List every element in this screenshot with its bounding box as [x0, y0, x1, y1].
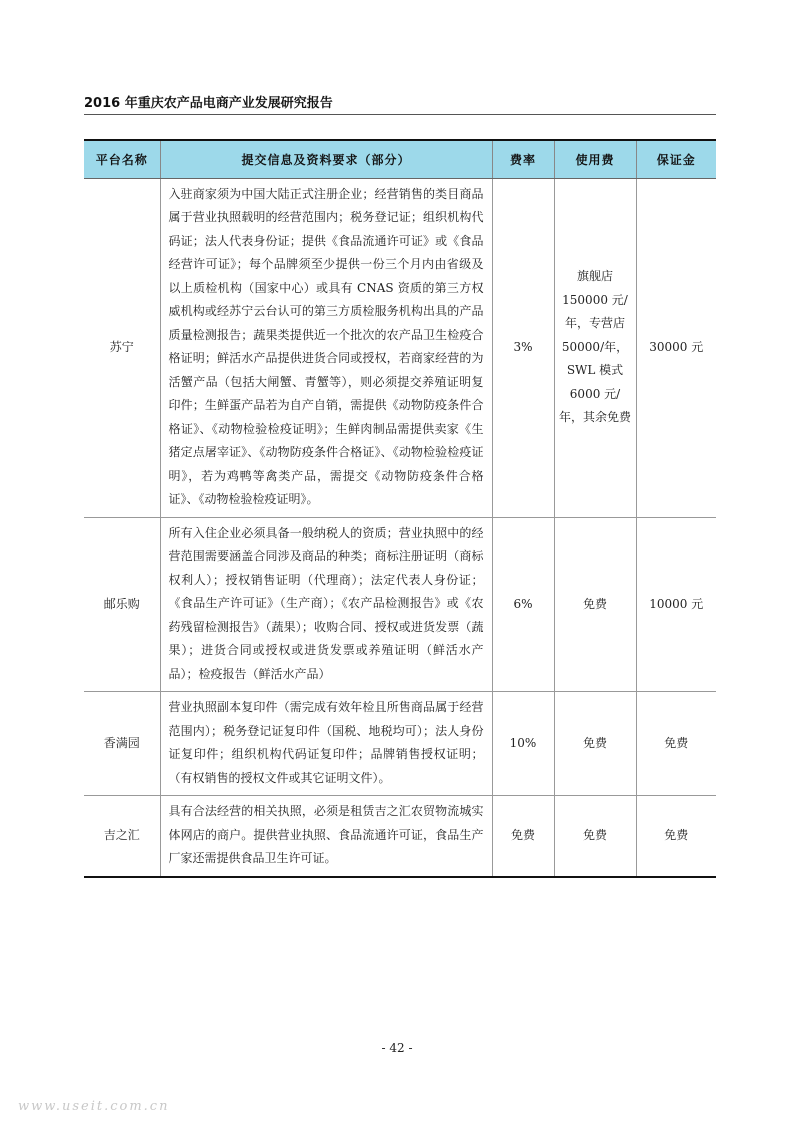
usage-fee-cell: 免费 [554, 517, 636, 692]
requirements-cell: 营业执照副本复印件（需完成有效年检且所售商品属于经营范围内）；税务登记证复印件（国税、地税均可）；法人身份证复印件；组织机构代码证复印件；品牌销售授权证明；（有权销售的授权文件或其它证明文件）。 [160, 692, 492, 796]
platform-fee-table [84, 139, 716, 878]
platform-name: 苏宁 [84, 178, 160, 517]
table-row [84, 178, 716, 517]
column-header-deposit: 保证金 [636, 140, 716, 178]
usage-fee-cell: 免费 [554, 796, 636, 877]
usage-fee-cell: 旗舰店 150000 元/年，专营店 50000/年，SWL 模式 6000 元/年，其余免费 [554, 178, 636, 517]
deposit-cell: 30000 元 [636, 178, 716, 517]
watermark-text: www.useit.com.cn [18, 1099, 170, 1114]
column-header-platform: 平台名称 [84, 140, 160, 178]
deposit-cell: 免费 [636, 692, 716, 796]
table-row [84, 517, 716, 692]
requirements-cell: 入驻商家须为中国大陆正式注册企业；经营销售的类目商品属于营业执照载明的经营范围内；税务登记证；组织机构代码证；法人代表身份证；提供《食品流通许可证》或《食品经营许可证》；每个品牌须至少提供一份三个月内由省级及以上质检机构（国家中心）或具有 CNAS 资质的第三方权威机构或经苏宁云台认可的第三方质检服务机构出具的产品质量检测报告；蔬果类提供近一个批次的农产品卫生检疫合格证明；鲜活水产品提供进货合同或授权，若商家经营的为活蟹产品（包括大闸蟹、青蟹等），则必须提交养殖证明复印件；生鲜蛋产品若为自产自销，需提供《动物防疫条件合格证》、《动物检验检疫证明》；生鲜肉制品需提供卖家《生猪定点屠宰证》、《动物防疫条件合格证》、《动物检验检疫证明》，若为鸡鸭等禽类产品，需提交《动物防疫条件合格证》、《动物检验检疫证明》。 [160, 178, 492, 517]
table-row [84, 796, 716, 877]
deposit-cell: 10000 元 [636, 517, 716, 692]
rate-cell: 免费 [492, 796, 554, 877]
rate-cell: 10% [492, 692, 554, 796]
rate-cell: 3% [492, 178, 554, 517]
platform-name: 邮乐购 [84, 517, 160, 692]
table-row [84, 692, 716, 796]
page-number: - 42 - [381, 1041, 413, 1055]
report-title: 2016 年重庆农产品电商产业发展研究报告 [84, 96, 333, 111]
usage-fee-cell: 免费 [554, 692, 636, 796]
requirements-cell: 所有入住企业必须具备一般纳税人的资质；营业执照中的经营范围需要涵盖合同涉及商品的种类；商标注册证明（商标权利人）；授权销售证明（代理商）；法定代表人身份证；《食品生产许可证》（生产商）；《农产品检测报告》或《农药残留检测报告》（蔬果）；收购合同、授权或进货发票（蔬果）；进货合同或授权或进货发票或养殖证明（鲜活水产品）；检疫报告（鲜活水产品） [160, 517, 492, 692]
deposit-cell: 免费 [664, 828, 689, 842]
requirements-cell: 具有合法经营的相关执照，必须是租赁吉之汇农贸物流城实体网店的商户。提供营业执照、食品流通许可证，食品生产厂家还需提供食品卫生许可证。 [160, 796, 492, 877]
rate-cell: 6% [492, 517, 554, 692]
table-header-row [84, 140, 716, 178]
platform-name: 吉之汇 [84, 796, 160, 877]
platform-name: 香满园 [84, 692, 160, 796]
header-divider [84, 114, 716, 115]
column-header-rate: 费率 [492, 140, 554, 178]
column-header-usage-fee: 使用费 [554, 140, 636, 178]
column-header-requirements: 提交信息及资料要求（部分） [160, 140, 492, 178]
